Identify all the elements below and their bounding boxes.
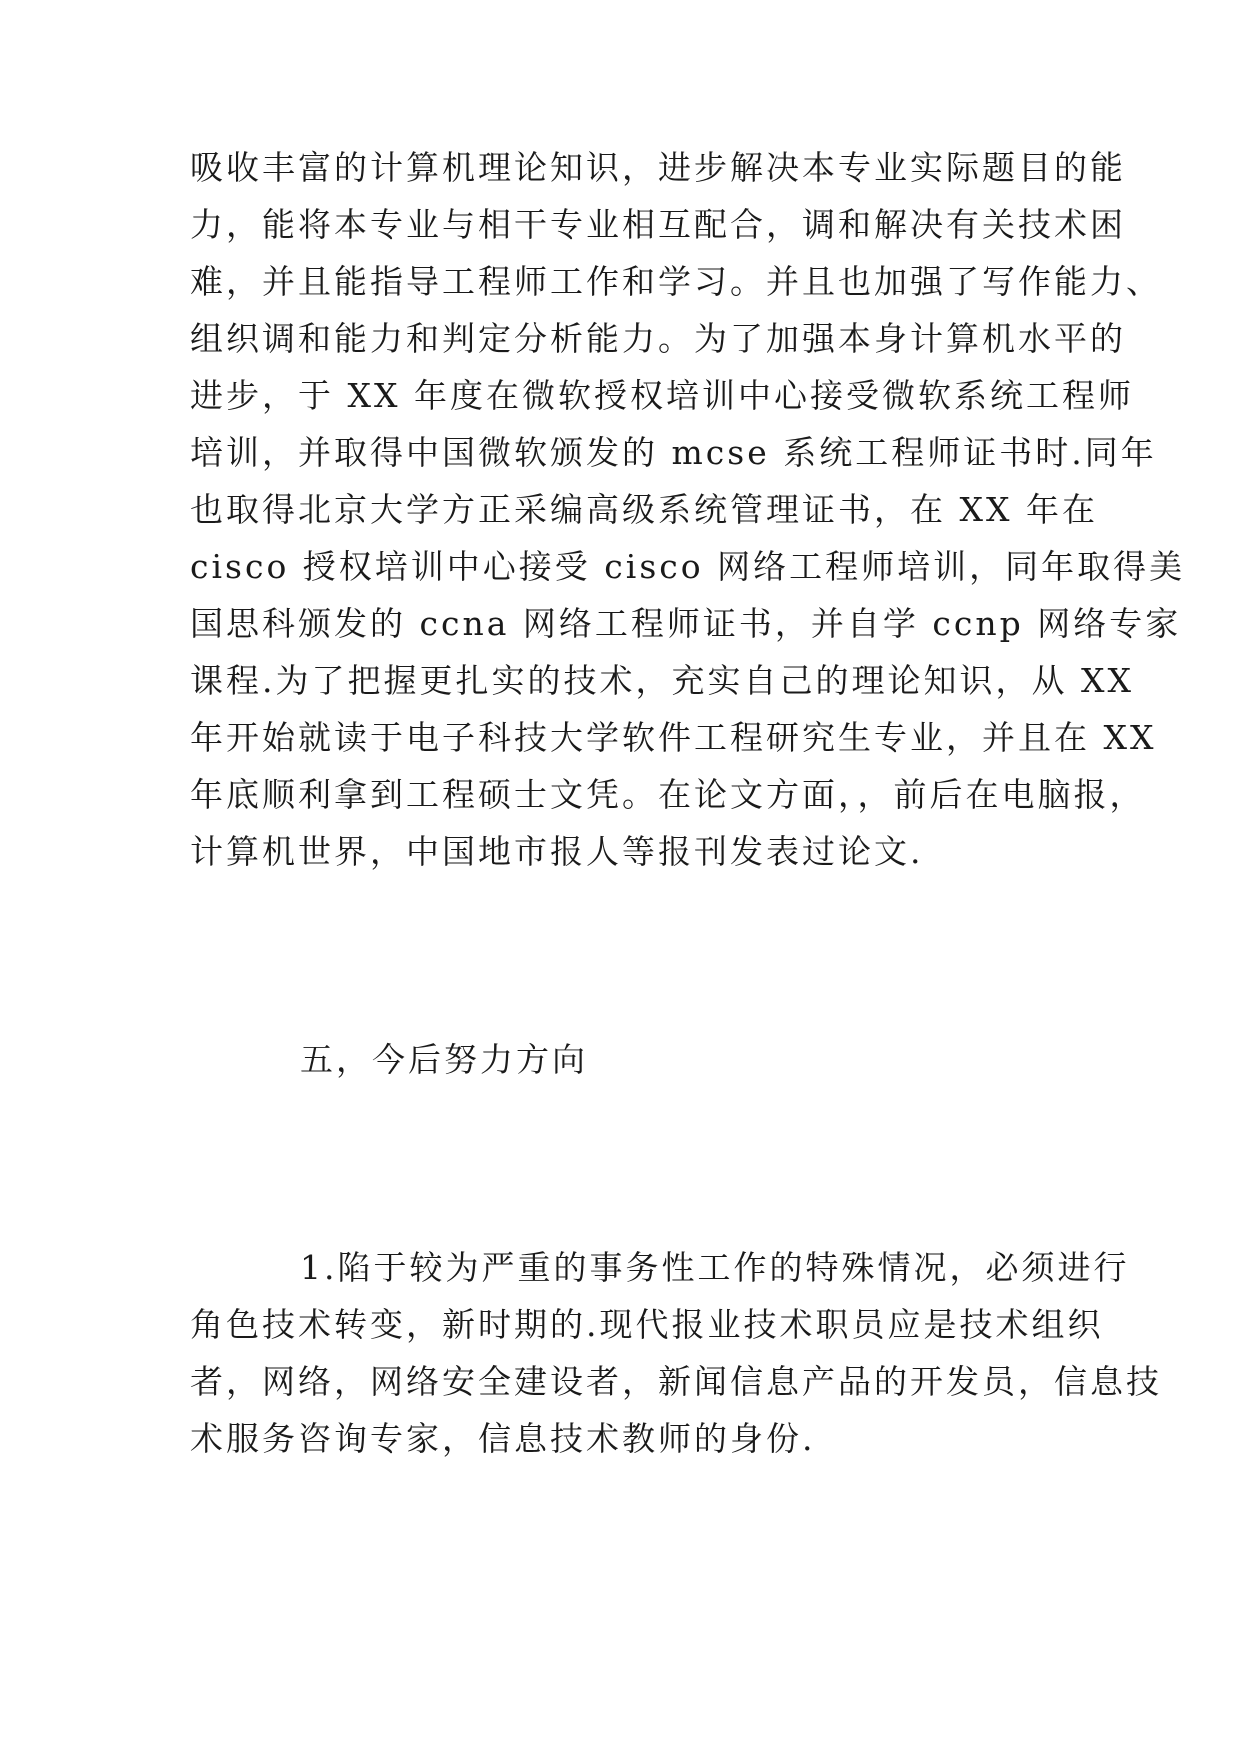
paragraph-line: 1.陷于较为严重的事务性工作的特殊情况，必须进行 bbox=[300, 1248, 1130, 1287]
paragraph-line: 吸收丰富的计算机理论知识，进步解决本专业实际题目的能 bbox=[190, 148, 1126, 187]
paragraph-line: 角色技术转变，新时期的.现代报业技术职员应是技术组织 bbox=[190, 1305, 1104, 1344]
paragraph-line: 力，能将本专业与相干专业相互配合，调和解决有关技术困 bbox=[190, 205, 1126, 244]
paragraph-line: 难，并且能指导工程师工作和学习。并且也加强了写作能力、 bbox=[190, 262, 1162, 301]
paragraph-line: 者，网络，网络安全建设者，新闻信息产品的开发员，信息技 bbox=[190, 1362, 1162, 1401]
paragraph-line: 进步，于 XX 年度在微软授权培训中心接受微软系统工程师 bbox=[190, 376, 1134, 415]
paragraph-line: cisco 授权培训中心接受 cisco 网络工程师培训，同年取得美 bbox=[190, 547, 1186, 586]
paragraph-line: 培训，并取得中国微软颁发的 mcse 系统工程师证书时.同年 bbox=[190, 433, 1157, 472]
paragraph-line: 组织调和能力和判定分析能力。为了加强本身计算机水平的 bbox=[190, 319, 1126, 358]
paragraph-line: 年开始就读于电子科技大学软件工程研究生专业，并且在 XX bbox=[190, 718, 1157, 757]
paragraph-line: 国思科颁发的 ccna 网络工程师证书，并自学 ccnp 网络专家 bbox=[190, 604, 1182, 643]
paragraph-line: 术服务咨询专家，信息技术教师的身份. bbox=[190, 1419, 816, 1458]
paragraph-line: 课程.为了把握更扎实的技术，充实自己的理论知识，从 XX bbox=[190, 661, 1134, 700]
paragraph-line: 年底顺利拿到工程硕士文凭。在论文方面，，前后在电脑报， bbox=[190, 775, 1146, 814]
section-heading: 五，今后努力方向 bbox=[300, 1040, 588, 1079]
paragraph-line: 也取得北京大学方正采编高级系统管理证书，在 XX 年在 bbox=[190, 490, 1098, 529]
paragraph-line: 计算机世界，中国地市报人等报刊发表过论文. bbox=[190, 832, 924, 871]
